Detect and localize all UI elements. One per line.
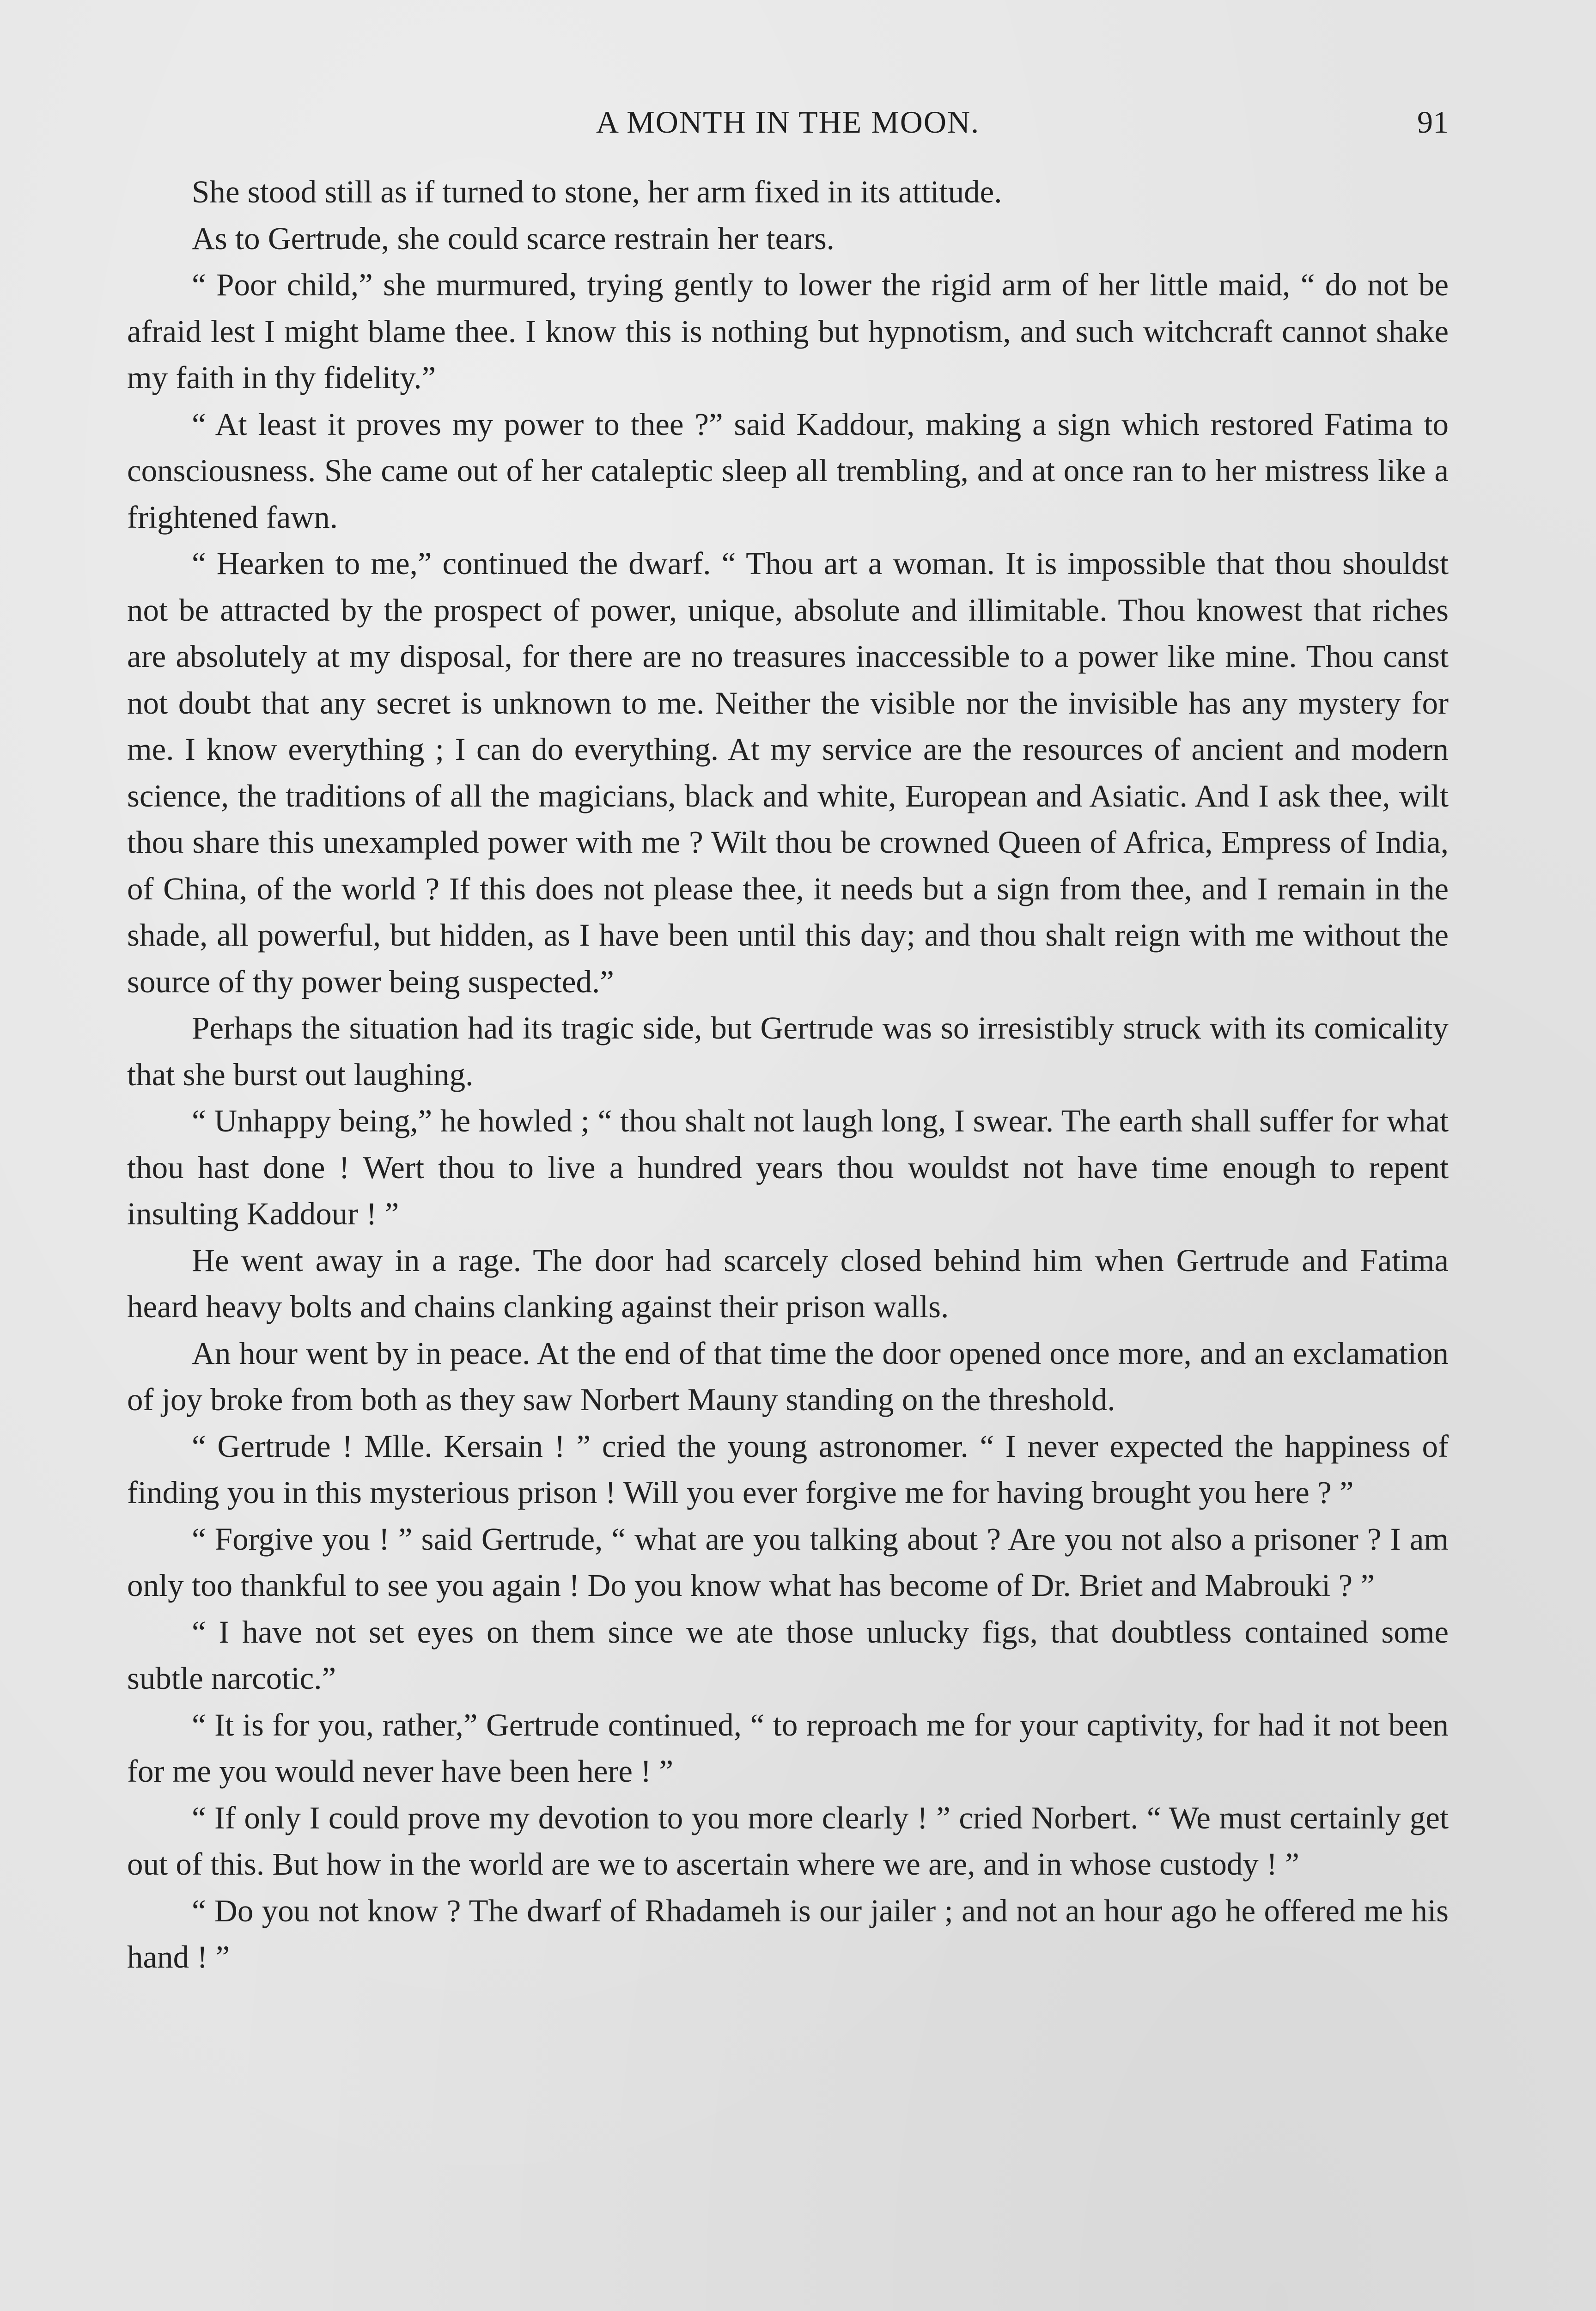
paragraph: “ Gertrude ! Mlle. Kersain ! ” cried the young astronomer. “ I never expected the happiness of finding you in this mysterious prison ! Will you ever forgive me for having brought you here ? ” [127, 1428, 1449, 1510]
paragraph: Perhaps the situation had its tragic side, but Gertrude was so irresistibly struck with its comicality that she burst out laughing. [127, 1010, 1449, 1092]
paragraph: “ Poor child,” she murmured, trying gently to lower the rigid arm of her little maid, “ do not be afraid lest I might blame thee. I know this is nothing but hypnotism, and such witchcraft cannot shake my faith in thy fidelity.” [127, 267, 1449, 395]
page-number: 91 [1417, 104, 1449, 140]
paragraph: She stood still as if turned to stone, her arm fixed in its attitude. [192, 174, 1002, 209]
paragraph: He went away in a rage. The door had scarcely closed behind him when Gertrude and Fatima heard heavy bolts and chains clanking against their prison walls. [127, 1242, 1449, 1324]
paragraph: “ Hearken to me,” continued the dwarf. “ Thou art a woman. It is impossible that thou shouldst not be attracted by the prospect of power, unique, absolute and illimitable. Thou knowest that riches are absolutely at my disposal, for there are no treasures inaccessible to a power like mine. Thou canst not doubt that any secret is unknown to me. Neither the visible nor the invisible has any mystery for me. I know everything ; I can do everything. At my service are the resources of ancient and modern science, the traditions of all the magicians, black and white, European and Asiatic. And I ask thee, wilt thou share this unexampled power with me ? Wilt thou be crowned Queen of Africa, Empress of India, of China, of the world ? If this does not please thee, it needs but a sign from thee, and I remain in the shade, all powerful, but hidden, as I have been until this day; and thou shalt reign with me without the source of thy power being suspected.” [127, 546, 1449, 999]
paragraph: “ Forgive you ! ” said Gertrude, “ what are you talking about ? Are you not also a prisoner ? I am only too thankful to see you again ! Do you know what has become of Dr. Briet and Mabrouki ? ” [127, 1521, 1449, 1603]
paragraph: “ I have not set eyes on them since we ate those unlucky figs, that doubtless contained some subtle narcotic.” [127, 1614, 1449, 1696]
paragraph: As to Gertrude, she could scarce restrain her tears. [192, 220, 835, 256]
paragraph: “ Unhappy being,” he howled ; “ thou shalt not laugh long, I swear. The earth shall suffer for what thou hast done ! Wert thou to live a hundred years thou wouldst not have time enough to repent insulting Kaddour ! ” [127, 1103, 1449, 1231]
paragraph: “ At least it proves my power to thee ?” said Kaddour, making a sign which restored Fatima to consciousness. She came out of her cataleptic sleep all trembling, and at once ran to her mistress like a frightened fawn. [127, 406, 1449, 535]
paragraph: “ Do you not know ? The dwarf of Rhadameh is our jailer ; and not an hour ago he offered me his hand ! ” [127, 1893, 1449, 1975]
paragraph: “ It is for you, rather,” Gertrude continued, “ to reproach me for your captivity, for had it not been for me you would never have been here ! ” [127, 1707, 1449, 1789]
body-text [127, 169, 1449, 1981]
paragraph: “ If only I could prove my devotion to you more clearly ! ” cried Norbert. “ We must certainly get out of this. But how in the world are we to ascertain where we are, and in whose custody ! ” [127, 1800, 1449, 1882]
paragraph: An hour went by in peace. At the end of that time the door opened once more, and an exclamation of joy broke from both as they saw Norbert Mauny standing on the threshold. [127, 1335, 1449, 1417]
running-title: A MONTH IN THE MOON. [596, 104, 980, 140]
page-header [127, 99, 1449, 150]
